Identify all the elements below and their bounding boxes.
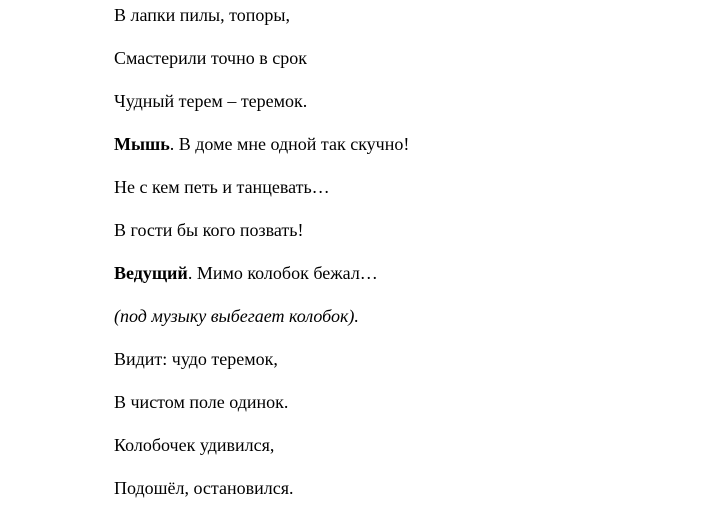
speaker-line: [114, 133, 409, 155]
line-text: Подошёл, остановился.: [114, 478, 294, 498]
text-line: [114, 477, 294, 499]
speaker-line: [114, 262, 378, 284]
line-text: Видит: чудо теремок,: [114, 349, 278, 369]
line-text: . В доме мне одной так скучно!: [169, 134, 410, 154]
text-line: [114, 90, 307, 112]
line-text: В лапки пилы, топоры,: [114, 5, 290, 25]
text-line: [114, 391, 288, 413]
text-line: [114, 348, 278, 370]
text-line: [114, 47, 307, 69]
line-text: (под музыку выбегает колобок).: [114, 306, 359, 326]
text-line: [114, 434, 274, 456]
text-line: [114, 4, 290, 26]
speaker-name: Ведущий: [114, 263, 188, 283]
line-text: Не с кем петь и танцевать…: [114, 177, 330, 197]
line-text: В чистом поле одинок.: [114, 392, 289, 412]
line-text: В гости бы кого позвать!: [114, 220, 304, 240]
line-text: Чудный терем – теремок.: [114, 91, 308, 111]
line-text: . Мимо колобок бежал…: [187, 263, 378, 283]
stage-direction: [114, 305, 359, 327]
text-line: [114, 219, 304, 241]
line-text: Колобочек удивился,: [114, 435, 275, 455]
text-line: [114, 176, 330, 198]
line-text: Смастерили точно в срок: [114, 48, 307, 68]
speaker-name: Мышь: [114, 134, 170, 154]
